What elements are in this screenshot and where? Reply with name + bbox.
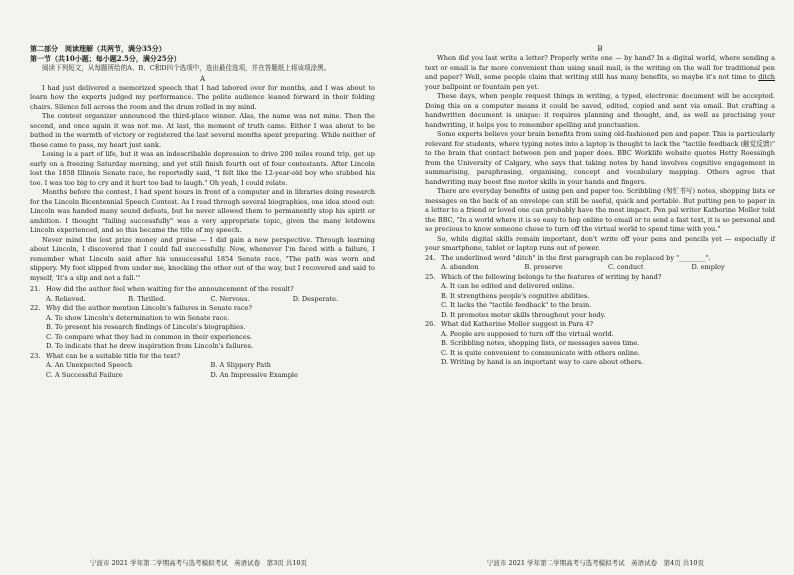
question-number: 23. <box>30 351 41 360</box>
section-title: 第二部分 阅读理解（共两节，满分35分） <box>30 44 166 53</box>
question-number: 26. <box>425 320 436 328</box>
answer-option: C. conduct <box>608 263 644 271</box>
answer-option: C. Nervous. <box>210 294 250 303</box>
passage-b-paragraph: There are everyday benefits of using pen and paper too. Scribbling (匆忙书写) notes, shopping lists or messages on the back of an envelope can still be useful, quick and portable. But putting pen to paper in a letter to a friend or loved one can probably have the most impact. Pen pal writer Katherine Moller told the BBC, "In a world where it is so easy to hop online to email or to send a fast text, it is so personal and so precious to know someone chose to turn off the virtual world to spend time with you." <box>425 187 775 233</box>
passage-a-paragraph: Never mind the lost prize money and praise — I did gain a new perspective. Through learning about Lincoln, I discovered that I could fail successfully. Now, whenever I'm faced with a failure, I remember what Lincoln said after his unsuccessful 1854 Senate race, "The path was worn and slippery. My foot slipped from under me, knocking the other out of the way, but I recovered and said to myself, 'It's a slip and not a fall.'" <box>30 235 375 282</box>
question-stem <box>425 320 775 330</box>
answer-option: D. employ <box>691 263 725 271</box>
passage-b-text: When did you last write a letter? Properly write one — by hand? In a digital world, where sending a text or email is far more convenient than using snail mail, is the writing on the wall for traditional pen and paper? Well, some people claim that writing still has many benefits, so maybe it's not time to <box>425 54 775 81</box>
question-text: What did Katherine Moller suggest in Para 4? <box>441 320 594 328</box>
question-number: 21. <box>30 285 41 293</box>
passage-b-paragraph: So, while digital skills remain important, don't write off your pens and pencils yet — especially if your smartphone, tablet or laptop runs out of power. <box>425 234 775 252</box>
answer-option: D. Desperate. <box>292 294 339 303</box>
left-column <box>30 44 375 380</box>
passage-b-paragraph: Some experts believe your brain benefits from using old-fashioned pen and paper. This is particularly relevant for students, where typing notes into a laptop is thought to lack the "tactile feedback (触觉反馈)" to the brain that contact between pen and paper does. BBC Worklife website quotes Hetty Roessingh from the University of Calgary, who says that taking notes by hand involves cognitive engagement in summarising, paraphrasing, organising, concept and vocabulary mapping. Others agree that handwriting may boost fine motor skills in your hands and fingers. <box>425 130 775 186</box>
question-stem <box>30 304 375 314</box>
answer-option: A. To show Lincoln's determination to win Senate race. <box>46 313 230 322</box>
answer-option: B. Thrilled. <box>128 294 166 303</box>
answer-option: A. People are supposed to turn off the virtual world. <box>441 329 614 338</box>
passage-a-paragraph: Months before the contest, I had spent hours in front of a computer and in libraries doing research for the Lincoln Bicentennial Speech Contest. As I read through several biographies, one idea stood out: Lincoln was handed many sound defeats, but he never allowed them to permanently stop his spirit or ambition. I thought "failing successfully" was a very appropriate topic, given the many letdowns Lincoln experienced, and so this became the title of my speech. <box>30 188 375 234</box>
passage-b-label: B <box>597 45 603 53</box>
answer-option: D. An Impressive Example <box>210 370 298 379</box>
answer-option: B. It strengthens people's cognitive abilities. <box>441 291 590 300</box>
answer-option: A. Relieved. <box>46 294 86 303</box>
answer-option: D. It promotes motor skills throughout your body. <box>441 310 606 319</box>
passage-a-label: A <box>199 74 206 83</box>
question-text: How did the author feel when waiting for the announcement of the result? <box>46 285 294 293</box>
passage-b-text: your ballpoint or fountain pen yet. <box>425 82 540 91</box>
question-stem <box>30 285 375 295</box>
question-number: 24. <box>425 253 436 262</box>
answer-option: C. It lacks the "tactile feedback" to the brain. <box>441 301 592 309</box>
passage-a-paragraph: Losing is a part of life, but it was an indescribable depression to drive 200 miles round trip, get up early on a freezing Saturday morning, and yet still finish fourth out of four contestants. After Lincoln lost the 1858 Illinois Senate race, he reportedly said, "I felt like the 12-year-old boy who stubbed his toe. I was too big to cry and it hurt too bad to laugh." Oh yeah, I could relate. <box>30 150 375 187</box>
answer-option: B. Scribbling notes, shopping lists, or messages saves time. <box>441 339 640 347</box>
answer-option: C. It is quite convenient to communicate with others online. <box>441 348 641 357</box>
question-number: 22. <box>30 304 41 312</box>
answer-option: C. To compare what they had in common in their experiences. <box>46 332 253 341</box>
answer-option: D. To indicate that he drew inspiration from Lincoln's failures. <box>46 342 254 350</box>
question-text: What can be a suitable title for the text? <box>46 351 181 360</box>
right-page <box>397 0 794 575</box>
instructions: 阅读下列短文，从每题所给的A、B、C和D四个选项中，选出最佳选项，并在答题纸上将该项涂黑。 <box>42 64 331 72</box>
passage-b-paragraph: These days, when people request things in writing, a typed, electronic document will be accepted. Doing this on a computer means it could be saved, edited, copied and sent via email. But crafting a handwritten document is unique: it requires planning and thought, and, as well as practising your handwriting, it helps you to remember spelling and punctuation. <box>425 92 775 129</box>
answer-option: C. A Successful Failure <box>46 370 123 379</box>
answer-option: B. To present his research findings of Lincoln's biographies. <box>46 323 246 331</box>
underlined-word: ditch <box>758 73 775 81</box>
answer-option: A. An Unexpected Speech <box>46 361 133 369</box>
answer-option: A. abandon <box>441 263 479 271</box>
page-footer: 宁波市 2021 学年第二学期高考与选考模拟考试 英语试卷 第3页 共10页 <box>89 559 308 567</box>
question-text: Which of the following belongs to the features of writing by hand? <box>441 272 662 281</box>
right-column <box>425 44 775 368</box>
passage-b-paragraph <box>425 54 775 92</box>
answer-option: D. Writing by hand is an important way to care about others. <box>441 358 644 366</box>
question-number: 25. <box>425 272 436 281</box>
question-stem <box>425 273 775 283</box>
questions-24-26 <box>425 254 775 368</box>
question-text: The underlined word "ditch" in the first paragraph can be replaced by "________". <box>441 253 711 262</box>
subsection-title: 第一节（共10小题；每小题2.5分，满分25分） <box>30 54 181 63</box>
passage-a-paragraph: I had just delivered a memorized speech that I had labored over for months, and I was about to learn how the experts judged my performance. The polite audience leaned forward in their folding chairs. Silence fell across the room and the drum rolled in my mind. <box>30 83 375 111</box>
answer-option: A. It can be edited and delivered online. <box>441 282 575 290</box>
question-text: Why did the author mention Lincoln's failures in Senate race? <box>46 304 252 312</box>
questions-21-23 <box>30 285 375 380</box>
page-footer: 宁波市 2021 学年第二学期高考与选考模拟考试 英语试卷 第4页 共10页 <box>486 559 705 567</box>
passage-a-paragraph: The contest organizer announced the third-place winner. Alas, the name was not mine. Then the second, and once again it was not me. At last, the moment of truth came. Either I was about to be bathed in the warmth of victory or registered the last several months spent preparing. While neither of these came to pass, my heart just sank. <box>30 112 375 149</box>
options-row <box>30 371 375 381</box>
options-row <box>30 361 375 371</box>
question-stem <box>30 352 375 362</box>
question-stem <box>425 254 775 264</box>
options-row <box>425 263 775 273</box>
answer-option: B. preserve <box>524 263 563 271</box>
answer-option: B. A Slippery Path <box>210 361 271 369</box>
options-row <box>30 295 375 305</box>
